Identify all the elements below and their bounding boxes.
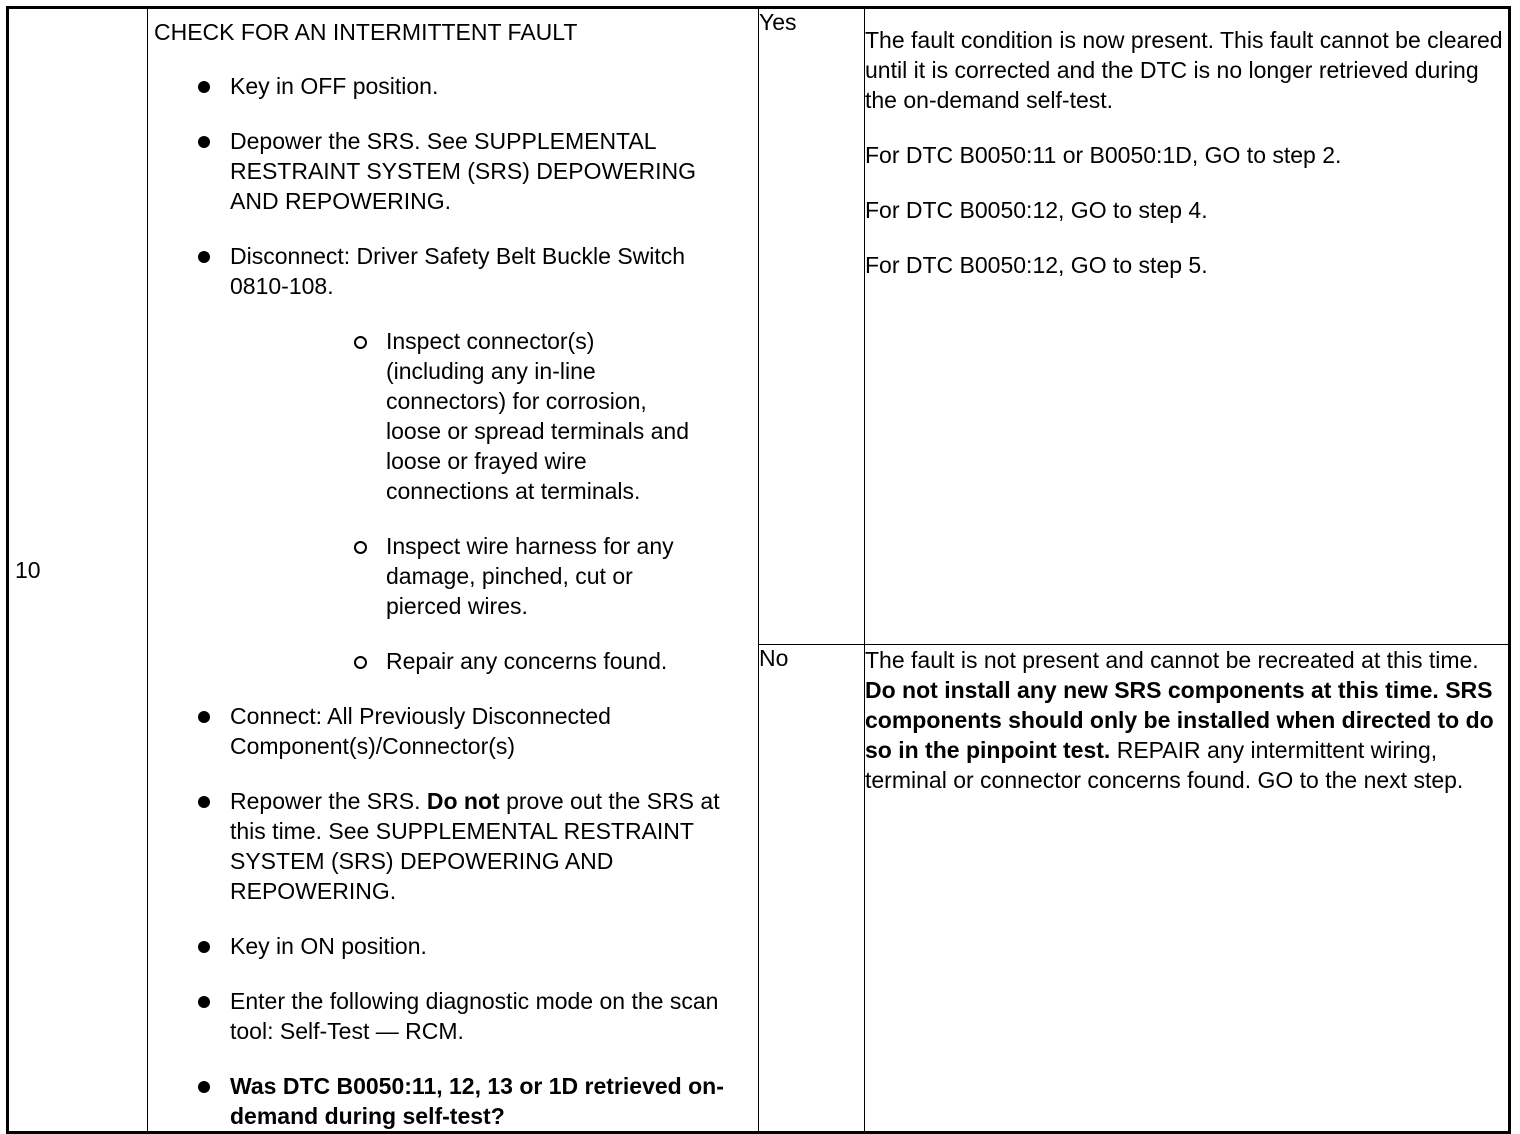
result-paragraph: The fault condition is now present. This fault cannot be cleared until it is corrected and the DTC is no longer retrieved during the on-demand self-test. (865, 27, 1503, 113)
sub-list (230, 326, 738, 676)
list-item: Key in ON position. (148, 931, 758, 961)
step-number: 10 (8, 8, 148, 1133)
answer-no-label: No (759, 645, 865, 1133)
list-item: Enter the following diagnostic mode on the scan tool: Self-Test — RCM. (148, 986, 758, 1046)
question-item: Was DTC B0050:11, 12, 13 or 1D retrieved on-demand during self-test? (148, 1071, 758, 1131)
sub-list-item: Inspect wire harness for any damage, pinched, cut or pierced wires. (230, 531, 738, 621)
result-paragraph: For DTC B0050:12, GO to step 4. (865, 197, 1208, 223)
sub-list-item: Inspect connector(s) (including any in-line connectors) for corrosion, loose or spread terminals and loose or frayed wire connections at terminals. (230, 326, 738, 506)
sub-list-item: Repair any concerns found. (230, 646, 738, 676)
procedure-title: CHECK FOR AN INTERMITTENT FAULT (154, 19, 578, 45)
list-item-text: Disconnect: Driver Safety Belt Buckle Switch 0810-108. (230, 243, 686, 299)
procedure-cell (148, 8, 759, 1133)
list-item: Repower the SRS. Do not prove out the SRS at this time. See SUPPLEMENTAL RESTRAINT SYSTEM (SRS) DEPOWERING AND REPOWERING. (148, 786, 758, 906)
diagnostic-step-table (6, 6, 1511, 1134)
emphasis-do-not: Do not (426, 788, 500, 814)
answer-no-result: The fault is not present and cannot be recreated at this time. Do not install any new SRS components at this time. SRS components should only be installed when directed to do so in the pinpoint test. REPAIR any intermittent wiring, terminal or connector concerns found. GO to the next step. (865, 645, 1510, 1133)
procedure-list (148, 71, 758, 1131)
list-item: Connect: All Previously Disconnected Component(s)/Connector(s) (148, 701, 758, 761)
list-item (148, 241, 758, 676)
answer-yes-label: Yes (759, 8, 865, 645)
list-item: Depower the SRS. See SUPPLEMENTAL RESTRAINT SYSTEM (SRS) DEPOWERING AND REPOWERING. (148, 126, 758, 216)
warning-text: Do not install any new SRS components at this time. SRS components should only be installed when directed to do so in the pinpoint test. (865, 677, 1494, 763)
list-item: Key in OFF position. (148, 71, 758, 101)
answer-yes-result (865, 8, 1510, 645)
result-paragraph: For DTC B0050:12, GO to step 5. (865, 252, 1208, 278)
result-paragraph: For DTC B0050:11 or B0050:1D, GO to step 2. (865, 142, 1342, 168)
